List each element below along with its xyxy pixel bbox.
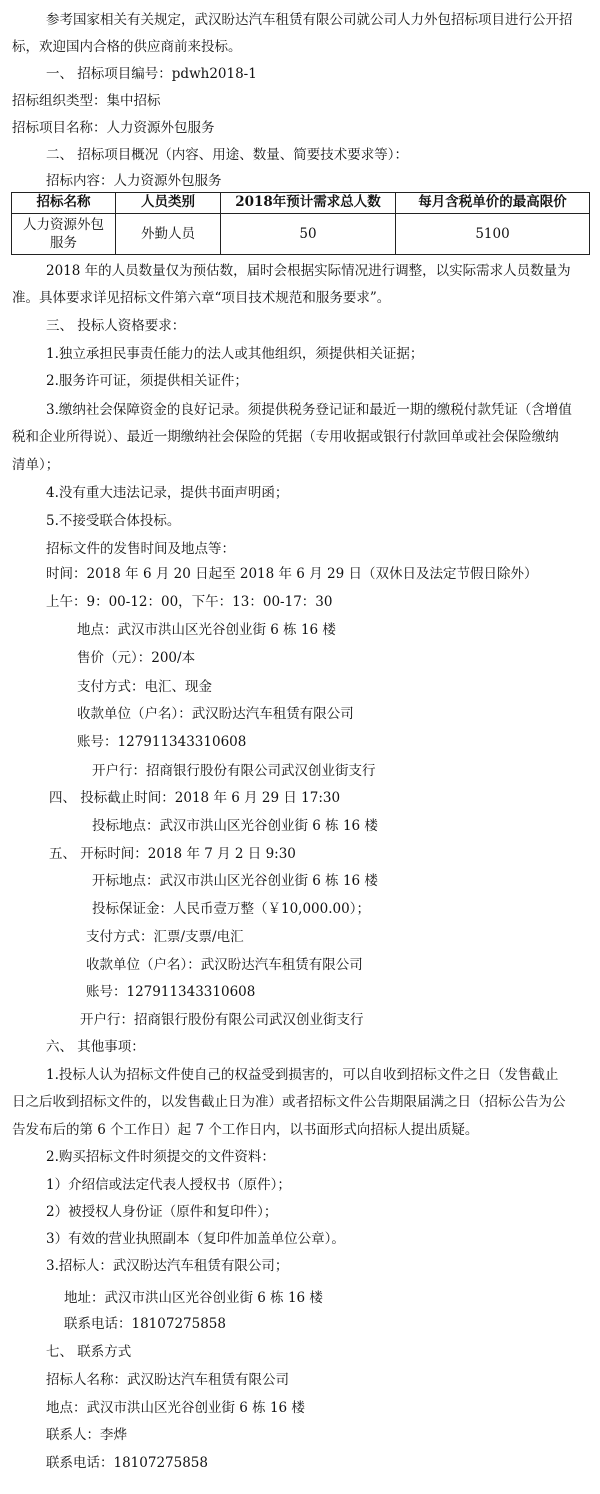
opening-place: 开标地点：武汉市洪山区光谷创业街 6 栋 16 楼 <box>92 873 378 889</box>
sale-account: 账号：127911343310608 <box>77 734 247 750</box>
sale-heading: 招标文件的发售时间及地点等： <box>46 541 235 557</box>
other-item-2-b: 2）被授权人身份证（原件和复印件）； <box>46 1204 278 1220</box>
intro-line-1: 参考国家相关有关规定，武汉盼达汽车租赁有限公司就公司人力外包招标项目进行公开招 <box>46 12 573 28</box>
bid-content: 招标内容：人力资源外包服务 <box>46 173 222 189</box>
qualification-item-3-line-1: 3.缴纳社会保障资金的良好记录。须提供税务登记证和最近一期的缴税付款凭证（含增值 <box>46 402 572 418</box>
section-4-heading: 四、 投标截止时间：2018 年 6 月 29 日 17:30 <box>49 790 341 806</box>
table-row <box>12 214 590 255</box>
table-header-cell: 每月含税单价的最高限价 <box>396 193 590 214</box>
sale-time: 时间：2018 年 6 月 20 日起至 2018 年 6 月 29 日（双休日及法定节假日除外） <box>46 566 538 582</box>
other-item-1-line-3: 告发布后的第 6 个工作日）起 7 个工作日内，以书面形式向招标人提出质疑。 <box>12 1122 479 1138</box>
table-cell-price: 5100 <box>396 214 590 255</box>
sale-hours: 上午：9：00-12：00，下午：13：00-17：30 <box>46 594 333 610</box>
table-cell-name-line-2: 服务 <box>50 235 77 251</box>
other-item-1-line-2: 日之后收到招标文件的，以发售截止日为准）或者招标文件公告期限届满之日（招标公告为公 <box>12 1094 566 1110</box>
deposit-bank: 开户行：招商银行股份有限公司武汉创业街支行 <box>80 1012 364 1028</box>
table-header-row <box>12 193 590 214</box>
requirements-table <box>11 192 590 255</box>
bid-place: 投标地点：武汉市洪山区光谷创业街 6 栋 16 楼 <box>92 818 378 834</box>
deposit-payee: 收款单位（户名）：武汉盼达汽车租赁有限公司 <box>86 957 363 973</box>
table-header-cell: 人员类别 <box>116 193 221 214</box>
deposit-payment: 支付方式：汇票/支票/电汇 <box>86 929 244 945</box>
sale-payee: 收款单位（户名）：武汉盼达汽车租赁有限公司 <box>77 706 354 722</box>
section-6-heading: 六、 其他事项： <box>46 1039 145 1055</box>
intro-line-2: 标，欢迎国内合格的供应商前来投标。 <box>12 39 242 55</box>
sale-price: 售价（元）：200/本 <box>77 650 196 666</box>
sale-bank: 开户行：招商银行股份有限公司武汉创业街支行 <box>92 763 376 779</box>
table-header-cell: 2018年预计需求总人数 <box>221 193 396 214</box>
section-3-heading: 三、 投标人资格要求： <box>46 318 186 334</box>
other-item-1-line-1: 1.投标人认为招标文件使自己的权益受到损害的，可以自收到招标文件之日（发售截止 <box>46 1067 559 1083</box>
sale-payment: 支付方式：电汇、现金 <box>77 679 212 695</box>
contact-phone: 联系电话：18107275858 <box>46 1455 208 1471</box>
contact-person: 联系人：李烨 <box>46 1427 127 1443</box>
bid-deposit: 投标保证金：人民币壹万整（￥10,000.00）； <box>92 901 370 917</box>
sale-address: 地点：武汉市洪山区光谷创业街 6 栋 16 楼 <box>77 622 336 638</box>
table-cell-category: 外勤人员 <box>116 214 221 255</box>
table-cell-count: 50 <box>221 214 396 255</box>
section-5-heading: 五、 开标时间：2018 年 7 月 2 日 9:30 <box>49 846 296 862</box>
section-2-heading: 二、 招标项目概况（内容、用途、数量、简要技术要求等）： <box>46 147 409 163</box>
other-address: 地址：武汉市洪山区光谷创业街 6 栋 16 楼 <box>64 1290 323 1306</box>
qualification-item-1: 1.独立承担民事责任能力的法人或其他组织，须提供相关证据； <box>46 346 424 362</box>
table-cell-name-line-1: 人力资源外包 <box>23 217 104 233</box>
other-item-3: 3.招标人：武汉盼达汽车租赁有限公司； <box>46 1258 289 1274</box>
table-header-cell: 招标名称 <box>12 193 116 214</box>
contact-org-name: 招标人名称：武汉盼达汽车租赁有限公司 <box>46 1372 289 1388</box>
project-name: 招标项目名称：人力资源外包服务 <box>12 120 215 136</box>
section-7-heading: 七、 联系方式 <box>46 1344 132 1360</box>
qualification-item-2: 2.服务许可证，须提供相关证件； <box>46 373 248 389</box>
qualification-item-3-line-3: 清单）； <box>12 457 60 473</box>
qualification-item-3-line-2: 税和企业所得说）、最近一期缴纳社会保险的凭据（专用收据或银行付款回单或社会保险缴纳 <box>12 429 559 445</box>
org-type: 招标组织类型：集中招标 <box>12 93 161 109</box>
table-cell-name <box>12 214 116 255</box>
qualification-item-5: 5.不接受联合体投标。 <box>46 513 181 529</box>
other-item-2-c: 3）有效的营业执照副本（复印件加盖单位公章）。 <box>46 1231 345 1247</box>
note-line-1: 2018 年的人员数量仅为预估数，届时会根据实际情况进行调整，以实际需求人员数量为 <box>46 263 571 279</box>
section-1-heading: 一、 招标项目编号：pdwh2018-1 <box>46 66 257 82</box>
qualification-item-4: 4.没有重大违法记录，提供书面声明函； <box>46 485 289 501</box>
other-item-2-a: 1）介绍信或法定代表人授权书（原件）； <box>46 1177 291 1193</box>
deposit-account: 账号：127911343310608 <box>86 984 256 1000</box>
contact-address: 地点：武汉市洪山区光谷创业街 6 栋 16 楼 <box>46 1400 305 1416</box>
other-item-2: 2.购买招标文件时须提交的文件资料： <box>46 1149 275 1165</box>
other-phone: 联系电话：18107275858 <box>64 1316 226 1332</box>
note-line-2: 准。具体要求详见招标文件第六章“项目技术规范和服务要求”。 <box>12 290 391 306</box>
